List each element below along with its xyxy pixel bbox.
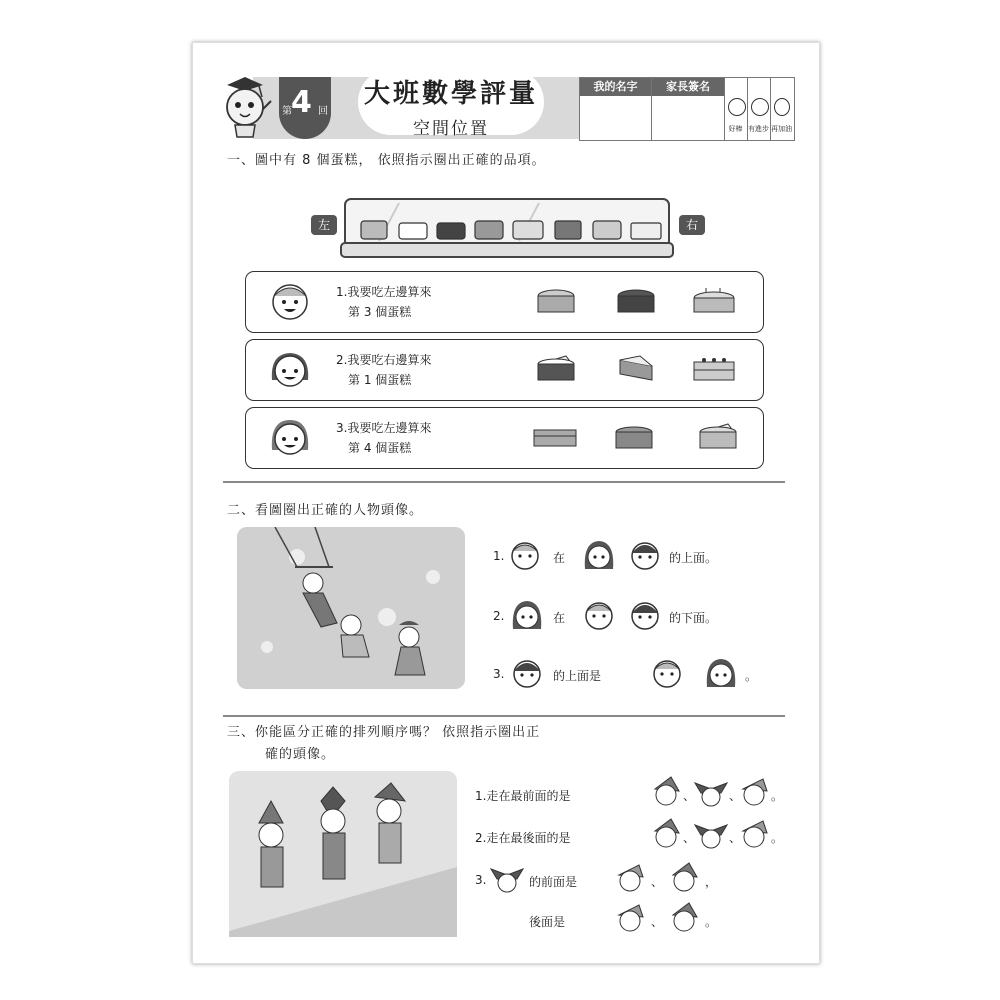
question-3-prompt-line2: 確的頭像。 (265, 747, 336, 762)
elf-head-icon[interactable] (737, 775, 771, 811)
separator: 、 (729, 831, 742, 845)
option-text-line2: 第 1 個蛋糕 (348, 373, 412, 387)
question-1-option-box (245, 407, 764, 469)
separator: 、 (683, 831, 696, 845)
rating-label: 有進步 (748, 125, 769, 133)
cake-choice[interactable] (536, 288, 576, 320)
jester-head-icon[interactable] (693, 815, 729, 853)
boy-face-icon (268, 282, 312, 326)
q2-ending-text: 的下面。 (669, 611, 718, 625)
separator: 、 (683, 789, 696, 803)
rating-label: 好棒 (728, 125, 743, 133)
q3-ending-text: 。 (771, 789, 784, 803)
elf-head-icon[interactable] (667, 901, 701, 937)
elf-head-icon[interactable] (613, 901, 647, 937)
badge-number: 4 (291, 85, 312, 120)
q3-ending-text: 。 (705, 915, 718, 929)
cake-choice[interactable] (692, 354, 736, 388)
badge-prefix: 第 (282, 106, 292, 117)
boy-head-icon[interactable] (507, 541, 543, 575)
q3-item-number: 3. (475, 873, 487, 887)
separator: 、 (651, 915, 664, 929)
elf-head-icon[interactable] (667, 861, 701, 897)
boy-head-icon[interactable] (581, 601, 617, 635)
smile-face-icon[interactable] (751, 98, 769, 116)
separator: 、 (729, 789, 742, 803)
q2-connector-text: 在 (553, 611, 566, 625)
girl-face-icon (268, 350, 312, 394)
elf-head-icon[interactable] (649, 775, 683, 811)
option-text-line2: 第 4 個蛋糕 (348, 441, 412, 455)
q3-item-text: 2.走在最後面的是 (475, 831, 571, 845)
q3-item-text: 1.走在最前面的是 (475, 789, 571, 803)
title-box (358, 69, 544, 139)
question-2-prompt: 二、看圖圈出正確的人物頭像。 (227, 503, 424, 518)
neutral-face-icon[interactable] (774, 98, 790, 116)
cake-choice[interactable] (614, 422, 654, 456)
boy-head-icon[interactable] (509, 659, 545, 693)
cake-choice[interactable] (616, 288, 656, 320)
right-label: 右 (679, 215, 705, 235)
trapeze-illustration (237, 527, 465, 689)
q2-item-number: 2. (493, 609, 505, 623)
q2-item-number: 3. (493, 667, 505, 681)
question-1-prompt: 一、圖中有 8 個蛋糕， 依照指示圈出正確的品項。 (227, 153, 546, 168)
option-text-line1: 2.我要吃右邊算來 (336, 353, 432, 367)
worksheet-page (192, 42, 820, 964)
round-badge (279, 77, 331, 139)
separator: 、 (651, 875, 664, 889)
cake-choice[interactable] (616, 354, 656, 388)
jester-head-icon[interactable] (489, 859, 525, 897)
elf-head-icon[interactable] (613, 861, 647, 897)
rating-label: 再加油 (771, 125, 792, 133)
boy-head-icon[interactable] (627, 601, 663, 635)
q3-item-text: 後面是 (529, 915, 566, 929)
happy-face-icon[interactable] (728, 98, 746, 116)
option-text-line1: 3.我要吃左邊算來 (336, 421, 432, 435)
section-divider (223, 481, 785, 483)
boy-head-icon[interactable] (649, 659, 685, 693)
q2-ending-text: 。 (745, 669, 758, 683)
q2-item-number: 1. (493, 549, 505, 563)
girl-face-icon (268, 418, 312, 462)
elf-head-icon[interactable] (737, 817, 771, 853)
badge-suffix: 回 (318, 106, 328, 117)
section-divider (223, 715, 785, 717)
left-label: 左 (311, 215, 337, 235)
option-text-line2: 第 3 個蛋糕 (348, 305, 412, 319)
cake-display-case (339, 195, 675, 261)
question-1-option-box (245, 339, 764, 401)
parade-illustration (229, 771, 457, 937)
page-subtitle: 空間位置 (413, 119, 489, 139)
girl-head-icon[interactable] (703, 657, 739, 695)
q3-item-text: 的前面是 (529, 875, 578, 889)
boy-head-icon[interactable] (627, 541, 663, 575)
signature-table (579, 77, 795, 141)
page-title: 大班數學評量 (363, 79, 538, 109)
q2-connector-text: 在 (553, 551, 566, 565)
q3-ending-text: ， (705, 875, 718, 889)
question-3-prompt-line1: 三、你能區分正確的排列順序嗎？ 依照指示圈出正 (227, 725, 541, 740)
cake-choice[interactable] (698, 422, 738, 456)
cake-choice[interactable] (692, 286, 736, 320)
girl-head-icon[interactable] (509, 599, 545, 637)
option-text-line1: 1.我要吃左邊算來 (336, 285, 432, 299)
cake-choice[interactable] (536, 354, 576, 388)
mascot-illustration (215, 71, 275, 139)
parent-signature-label: 家長簽名 (652, 78, 724, 96)
q2-ending-text: 的上面。 (669, 551, 718, 565)
q3-ending-text: 。 (771, 831, 784, 845)
question-1-option-box (245, 271, 764, 333)
girl-head-icon[interactable] (581, 539, 617, 577)
q2-connector-text: 的上面是 (553, 669, 602, 683)
elf-head-icon[interactable] (649, 817, 683, 853)
cake-choice[interactable] (532, 424, 578, 454)
jester-head-icon[interactable] (693, 773, 729, 811)
name-label: 我的名字 (580, 78, 651, 96)
